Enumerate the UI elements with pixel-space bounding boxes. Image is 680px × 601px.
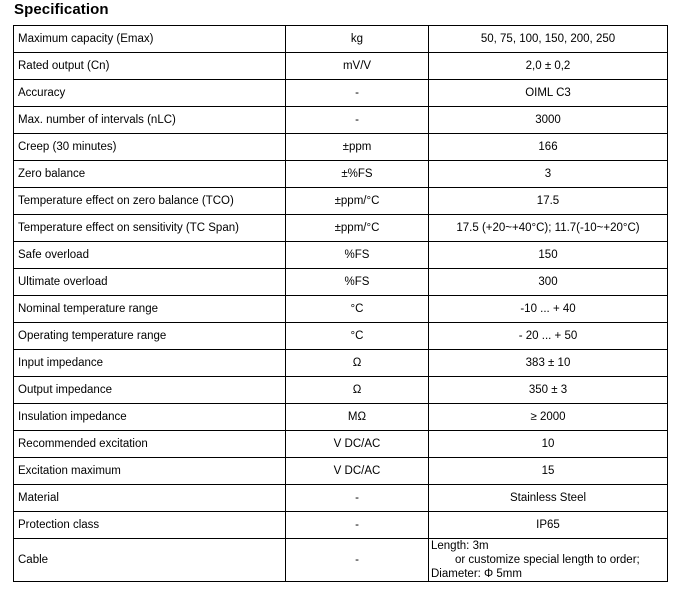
param-cell: Input impedance [14, 350, 286, 377]
value-cell: 166 [429, 134, 668, 161]
value-cell: Stainless Steel [429, 485, 668, 512]
spec-table [13, 25, 668, 582]
table-row [14, 323, 668, 350]
param-cell: Temperature effect on zero balance (TCO) [14, 188, 286, 215]
unit-cell: - [286, 485, 429, 512]
param-cell: Insulation impedance [14, 404, 286, 431]
param-cell: Zero balance [14, 161, 286, 188]
cable-value-cell [429, 539, 668, 582]
table-row [14, 215, 668, 242]
unit-cell: V DC/AC [286, 431, 429, 458]
table-row [14, 404, 668, 431]
value-cell: 3 [429, 161, 668, 188]
value-cell: IP65 [429, 512, 668, 539]
cable-length: Length: 3m [431, 540, 489, 552]
param-cell: Excitation maximum [14, 458, 286, 485]
table-row [14, 107, 668, 134]
table-row [14, 431, 668, 458]
table-row [14, 188, 668, 215]
unit-cell: ±ppm/°C [286, 215, 429, 242]
param-cell: Accuracy [14, 80, 286, 107]
table-row [14, 161, 668, 188]
unit-cell: mV/V [286, 53, 429, 80]
page-title: Specification [14, 1, 109, 18]
value-cell: 17.5 [429, 188, 668, 215]
unit-cell: kg [286, 26, 429, 53]
value-cell: 383 ± 10 [429, 350, 668, 377]
unit-cell: %FS [286, 242, 429, 269]
unit-cell: ±%FS [286, 161, 429, 188]
value-cell: 15 [429, 458, 668, 485]
value-cell: 17.5 (+20~+40°C); 11.7(-10~+20°C) [429, 215, 668, 242]
table-row [14, 269, 668, 296]
unit-cell: °C [286, 323, 429, 350]
unit-cell: Ω [286, 377, 429, 404]
value-cell: 50, 75, 100, 150, 200, 250 [429, 26, 668, 53]
table-row [14, 512, 668, 539]
table-row [14, 485, 668, 512]
table-row [14, 242, 668, 269]
value-cell: -10 ... + 40 [429, 296, 668, 323]
value-cell: 10 [429, 431, 668, 458]
unit-cell: MΩ [286, 404, 429, 431]
unit-cell: - [286, 107, 429, 134]
cable-diameter: Diameter: Φ 5mm [431, 568, 522, 580]
param-cell: Max. number of intervals (nLC) [14, 107, 286, 134]
param-cell: Rated output (Cn) [14, 53, 286, 80]
param-cell: Nominal temperature range [14, 296, 286, 323]
value-cell: 300 [429, 269, 668, 296]
param-cell: Output impedance [14, 377, 286, 404]
table-row [14, 134, 668, 161]
param-cell: Ultimate overload [14, 269, 286, 296]
param-cell: Material [14, 485, 286, 512]
value-cell: 3000 [429, 107, 668, 134]
unit-cell: °C [286, 296, 429, 323]
table-row [14, 377, 668, 404]
unit-cell: ±ppm/°C [286, 188, 429, 215]
param-cell: Operating temperature range [14, 323, 286, 350]
table-row [14, 350, 668, 377]
value-cell: OIML C3 [429, 80, 668, 107]
table-row [14, 458, 668, 485]
value-cell: - 20 ... + 50 [429, 323, 668, 350]
param-cell: Creep (30 minutes) [14, 134, 286, 161]
unit-cell: Ω [286, 350, 429, 377]
table-row [14, 53, 668, 80]
param-cell: Maximum capacity (Emax) [14, 26, 286, 53]
table-row [14, 26, 668, 53]
value-cell: ≥ 2000 [429, 404, 668, 431]
spec-table-body [14, 26, 668, 582]
table-row [14, 80, 668, 107]
table-row-cable [14, 539, 668, 582]
unit-cell: V DC/AC [286, 458, 429, 485]
unit-cell: - [286, 539, 429, 582]
table-row [14, 296, 668, 323]
unit-cell: %FS [286, 269, 429, 296]
value-cell: 350 ± 3 [429, 377, 668, 404]
param-cell: Safe overload [14, 242, 286, 269]
param-cell: Cable [14, 539, 286, 582]
unit-cell: ±ppm [286, 134, 429, 161]
param-cell: Recommended excitation [14, 431, 286, 458]
param-cell: Temperature effect on sensitivity (TC Span) [14, 215, 286, 242]
cable-custom-note: or customize special length to order; [455, 554, 640, 566]
value-cell: 150 [429, 242, 668, 269]
unit-cell: - [286, 80, 429, 107]
unit-cell: - [286, 512, 429, 539]
value-cell: 2,0 ± 0,2 [429, 53, 668, 80]
param-cell: Protection class [14, 512, 286, 539]
